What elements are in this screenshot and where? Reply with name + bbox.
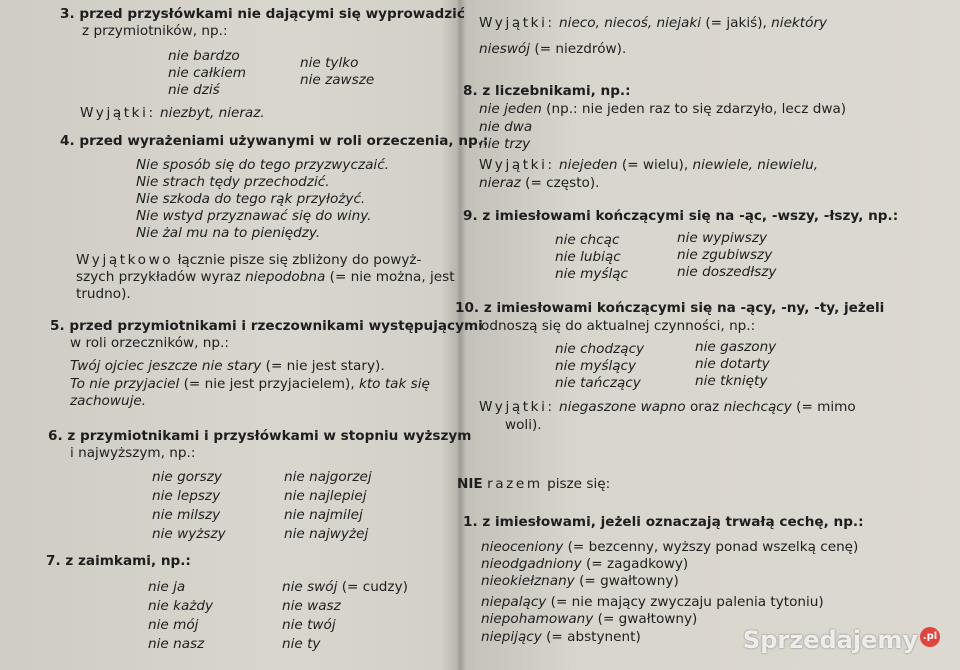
section-8-exceptions-line2 (479, 175, 599, 192)
example: nie myśląc (555, 266, 629, 282)
exceptions-gloss: (= mimo (796, 399, 856, 415)
section-1-item (481, 556, 688, 573)
example: nie tylko (300, 55, 359, 71)
section-3-heading-cont: z przymiotników, np.: (82, 23, 228, 39)
section-1-item (481, 611, 697, 628)
exceptions-gloss: (= niezdrów). (534, 41, 627, 57)
example: nie wypiwszy (677, 230, 768, 246)
example: nie zawsze (300, 72, 375, 88)
section-6-examples-col2 (284, 468, 372, 544)
example: nie tańczący (555, 375, 641, 391)
example: nie nasz (148, 636, 205, 652)
section-3-heading: 3. przed przysłówkami nie dającymi się wyprowadzić (60, 6, 465, 22)
exceptions-words: niezbyt, nieraz. (160, 105, 265, 121)
section-10-exceptions-line2: woli). (505, 417, 542, 433)
section-4-note-line3: trudno). (76, 286, 131, 302)
example: nie tknięty (695, 373, 768, 389)
example-gloss: (= gwałtowny) (579, 573, 679, 589)
example: nie gaszony (695, 339, 777, 355)
section-4-heading: 4. przed wyrażeniami używanymi w roli orzeczenia, np.: (60, 133, 489, 149)
example: nie chodzący (555, 341, 645, 357)
watermark (743, 626, 940, 654)
section-10-exceptions-line1 (479, 399, 856, 416)
note-word: niepodobna (245, 269, 326, 285)
section-1-item (481, 594, 824, 611)
right-page (455, 0, 960, 670)
example-italic: niepijący (481, 629, 542, 645)
exceptions-gloss: (= często). (525, 175, 600, 191)
example: nie ja (148, 579, 186, 595)
example: nie ty (282, 636, 321, 652)
example-gloss: (= nie jest stary). (265, 358, 385, 374)
section-5-example-1 (70, 358, 385, 375)
example-sentence: Nie szkoda do tego rąk przyłożyć. (136, 191, 366, 207)
watermark-badge: .pl (920, 627, 940, 647)
section-9-examples-col1 (555, 232, 628, 283)
watermark-text: Sprzedajemy (742, 626, 918, 654)
exceptions-label: Wyjątki: (479, 15, 555, 31)
example-italic: nie jeden (479, 101, 542, 117)
section-5-heading-cont: w roli orzeczników, np.: (70, 335, 229, 351)
example-gloss: (= cudzy) (341, 579, 408, 595)
razem-rest: pisze się: (547, 476, 611, 492)
section-10-examples-col1 (555, 341, 644, 392)
example: nie chcąc (555, 232, 620, 248)
section-9-heading: 9. z imiesłowami kończącymi się na -ąc, -wszy, -łszy, np.: (463, 208, 899, 224)
carryover-exceptions-line1 (479, 15, 827, 32)
exceptions-words: nieco, niecoś, niejaki (559, 15, 702, 31)
section-8-example-3: nie trzy (479, 136, 531, 152)
example: nie najgorzej (284, 469, 372, 485)
example: nie całkiem (168, 65, 247, 81)
section-5-example-3: zachowuje. (70, 393, 147, 409)
example-gloss: (= abstynent) (546, 629, 641, 645)
example: nie myślący (555, 358, 637, 374)
section-1-item (481, 629, 641, 646)
example-italic: nieodgadniony (481, 556, 582, 572)
example-gloss: (= bezcenny, wyższy ponad wszelką cenę) (567, 539, 859, 555)
example: nie najmilej (284, 507, 363, 523)
example: nie wyższy (152, 526, 226, 542)
example-gloss: (= gwałtowny) (597, 611, 698, 627)
section-7-heading: 7. z zaimkami, np.: (46, 553, 191, 569)
example-italic: nieokiełznany (481, 573, 575, 589)
section-5-example-2 (70, 376, 430, 393)
example: nie doszedłszy (677, 264, 777, 280)
example-italic: kto tak się (358, 376, 430, 392)
example-sentence: Nie wstyd przyznawać się do winy. (136, 208, 372, 224)
section-7-examples-col2 (282, 578, 408, 654)
example-italic: nie swój (282, 579, 338, 595)
note-label: Wyjątkowo (76, 252, 174, 268)
note-text: łącznie pisze się zbliżony do powyż- (177, 252, 422, 268)
example-sentence: Nie strach tędy przechodzić. (136, 174, 330, 190)
example: nie milszy (152, 507, 221, 523)
section-3-examples-col2 (300, 55, 374, 89)
exceptions-words: niektóry (771, 15, 828, 31)
section-4-note-line1 (76, 252, 421, 269)
example: nie dotarty (695, 356, 770, 372)
section-6-heading-cont: i najwyższym, np.: (70, 445, 196, 461)
section-4-examples (136, 157, 389, 242)
example-italic: niepohamowany (481, 611, 594, 627)
example: nie zgubiwszy (677, 247, 773, 263)
example: nie najlepiej (284, 488, 367, 504)
exceptions-label: Wyjątki: (80, 105, 156, 121)
example: nie wasz (282, 598, 341, 614)
section-1-item (481, 539, 858, 556)
note-text: szych przykładów wyraz (76, 269, 241, 285)
section-6-examples-col1 (152, 468, 226, 544)
example-italic: niepalący (481, 594, 547, 610)
example: nie lubiąc (555, 249, 621, 265)
example: nie lepszy (152, 488, 221, 504)
section-8-exceptions-line1 (479, 157, 818, 174)
exceptions-gloss: (= wielu), (621, 157, 689, 173)
exceptions-label: Wyjątki: (479, 157, 555, 173)
example (282, 578, 408, 597)
example-italic: Twój ojciec jeszcze nie stary (70, 358, 262, 374)
example: nie mój (148, 617, 199, 633)
exceptions-gloss: oraz (689, 399, 720, 415)
example: nie każdy (148, 598, 214, 614)
section-4-note-line2 (76, 269, 455, 286)
exceptions-words: nieswój (479, 41, 531, 57)
exceptions-words: niejeden (559, 157, 618, 173)
example-gloss: (= zagadkowy) (586, 556, 689, 572)
section-3-exceptions (80, 105, 265, 122)
section-7-examples-col1 (148, 578, 213, 654)
example-gloss: (= nie mający zwyczaju palenia tytoniu) (550, 594, 824, 610)
exceptions-label: Wyjątki: (479, 399, 555, 415)
razem-heading (457, 476, 610, 493)
exceptions-words: niechcący (723, 399, 792, 415)
exceptions-gloss: (= jakiś), (705, 15, 767, 31)
carryover-exceptions-line2 (479, 41, 626, 58)
example: nie gorszy (152, 469, 222, 485)
example-italic: nieoceniony (481, 539, 564, 555)
section-8-example-1 (479, 101, 846, 118)
exceptions-words: nieraz (479, 175, 521, 191)
section-6-heading: 6. z przymiotnikami i przysłówkami w stopniu wyższym (48, 428, 472, 444)
section-1-heading: 1. z imiesłowami, jeżeli oznaczają trwałą cechę, np.: (463, 514, 864, 530)
exceptions-words: niewiele, niewielu, (692, 157, 819, 173)
section-5-heading: 5. przed przymiotnikami i rzeczownikami występującymi (50, 318, 483, 334)
example: nie twój (282, 617, 336, 633)
example-sentence: Nie żal mu na to pieniędzy. (136, 225, 321, 241)
section-1-item (481, 573, 679, 590)
example: nie dziś (168, 82, 220, 98)
example-gloss: (np.: nie jeden raz to się zdarzyło, lecz dwa) (546, 101, 847, 117)
razem-label: razem (487, 476, 543, 492)
section-10-heading: 10. z imiesłowami kończącymi się na -ący, -ny, -ty, jeżeli (455, 300, 885, 316)
section-10-heading-cont: odnoszą się do aktualnej czynności, np.: (481, 318, 756, 334)
exceptions-words: niegaszone wapno (559, 399, 686, 415)
example-gloss: (= nie jest przyjacielem), (183, 376, 355, 392)
example: nie najwyżej (284, 526, 369, 542)
example: nie bardzo (168, 48, 240, 64)
section-3-examples-col1 (168, 48, 246, 99)
example-italic: To nie przyjaciel (70, 376, 180, 392)
example-sentence: Nie sposób się do tego przyzwyczaić. (136, 157, 389, 173)
section-10-examples-col2 (695, 339, 776, 390)
note-text: (= nie można, jest (329, 269, 455, 285)
razem-nie: NIE (457, 476, 483, 492)
section-8-example-2: nie dwa (479, 119, 533, 135)
section-9-examples-col2 (677, 230, 776, 281)
section-8-heading: 8. z liczebnikami, np.: (463, 83, 631, 99)
